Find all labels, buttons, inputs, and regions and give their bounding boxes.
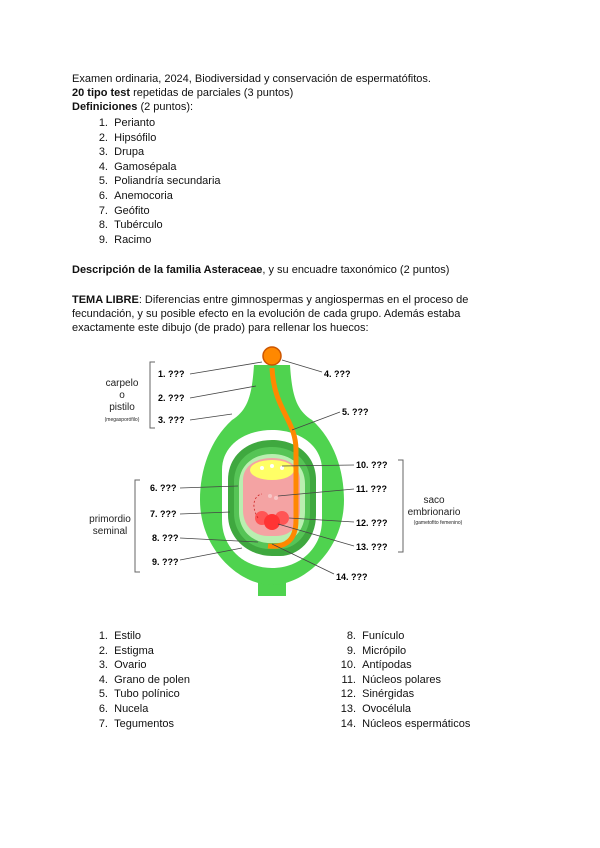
item-number: 8. (98, 219, 108, 232)
list-item (72, 717, 190, 732)
item-text: Funículo (362, 630, 405, 642)
item-text: Nucela (114, 702, 149, 715)
label-14: 14. ??? (336, 572, 368, 582)
gametofito-label: (gametofito femenino) (413, 520, 463, 526)
saco-label: saco (423, 495, 445, 506)
label-13: 13. ??? (356, 542, 388, 552)
item-text: Tegumentos (114, 717, 175, 730)
defs-bold: Definiciones (72, 101, 138, 113)
item-number: 13. (340, 702, 356, 715)
item-text: Grano de polen (114, 673, 190, 686)
list-item (72, 658, 190, 673)
item-number: 6. (98, 702, 108, 715)
item-text: Poliandría secundaria (114, 175, 221, 188)
tema-line-2: fecundación, y su posible efecto en la evolución de cada grupo. Además estaba (72, 308, 461, 320)
item-text: Racimo (114, 233, 152, 246)
polar-nucleus (274, 496, 278, 500)
label-9: 9. ??? (152, 557, 179, 567)
embrionario-label: embrionario (407, 507, 461, 518)
item-number: 4. (98, 673, 108, 686)
test-rest: repetidas de parciales (3 puntos) (130, 87, 294, 99)
item-text: Ovocélula (362, 702, 412, 715)
key-list-left (72, 629, 190, 731)
item-number: 10. (340, 659, 356, 672)
item-text: Antípodas (362, 659, 412, 672)
antipode-nucleus (260, 466, 264, 470)
asteraceae-bold: Descripción de la familia Asteraceae (72, 264, 263, 276)
item-text: Gamosépala (114, 160, 177, 173)
seminal-label: seminal (92, 526, 128, 537)
label-6: 6. ??? (150, 483, 177, 493)
item-text: Estilo (114, 630, 142, 642)
pollen-grain-shape (263, 347, 281, 365)
item-number: 14. (340, 717, 356, 730)
tema-line-3: exactamente este dibujo (de prado) para rellenar los huecos: (72, 322, 369, 334)
bracket-primordio (135, 480, 140, 572)
label-11: 11. ??? (356, 484, 388, 494)
asteraceae-rest: , y su encuadre taxonómico (2 puntos) (262, 264, 450, 276)
label-4: 4. ??? (324, 369, 351, 379)
item-number: 2. (98, 131, 108, 144)
test-bold: 20 tipo test (72, 87, 131, 99)
megasporofilo-label: (megasporófilo) (104, 417, 140, 423)
item-number: 7. (98, 717, 108, 730)
item-number: 4. (98, 160, 108, 173)
egg-cell-shape (264, 514, 280, 530)
list-item (320, 717, 470, 732)
list-item (72, 673, 190, 688)
item-number: 6. (98, 189, 108, 202)
pistilo-label: pistilo (109, 402, 135, 413)
item-number: 5. (98, 688, 108, 701)
leader-line (190, 362, 262, 374)
bracket-carpelo (150, 362, 155, 428)
tema-bold: TEMA LIBRE (72, 294, 139, 306)
item-text: Núcleos polares (362, 673, 441, 686)
label-7: 7. ??? (150, 509, 177, 519)
item-number: 2. (98, 644, 108, 657)
list-item (72, 644, 190, 659)
list-item (320, 702, 470, 717)
antipode-nucleus (280, 466, 284, 470)
item-text: Núcleos espermáticos (362, 717, 471, 730)
item-number: 1. (98, 630, 108, 642)
defs-rest: (2 puntos): (137, 101, 194, 113)
leader-line (190, 386, 256, 398)
label-2: 2. ??? (158, 393, 185, 403)
list-item (72, 702, 190, 717)
item-text: Sinérgidas (362, 688, 415, 701)
item-text: Hipsófilo (114, 131, 157, 144)
label-12: 12. ??? (356, 518, 388, 528)
primordio-label: primordio (89, 514, 131, 525)
item-number: 8. (346, 630, 356, 642)
o-label: o (119, 390, 125, 401)
leader-line (190, 414, 232, 420)
list-item (320, 644, 470, 659)
item-text: Tubérculo (114, 219, 163, 232)
tema-text-1: : Diferencias entre gimnospermas y angiospermas en el proceso de (138, 294, 469, 306)
bracket-saco (398, 460, 403, 552)
item-number: 11. (341, 673, 356, 686)
item-text: Tubo polínico (114, 688, 180, 701)
item-text: Ovario (114, 659, 147, 672)
label-3: 3. ??? (158, 415, 185, 425)
list-item (72, 687, 190, 702)
item-number: 9. (98, 233, 108, 246)
list-item (320, 629, 470, 644)
antipodes-shape (250, 460, 294, 480)
item-text: Micrópilo (362, 644, 407, 657)
label-8: 8. ??? (152, 533, 179, 543)
item-text: Drupa (114, 146, 145, 159)
label-1: 1. ??? (158, 369, 185, 379)
item-text: Perianto (114, 117, 156, 129)
carpelo-label: carpelo (105, 378, 139, 389)
list-item (320, 673, 470, 688)
list-item (320, 658, 470, 673)
label-10: 10. ??? (356, 460, 388, 470)
item-number: 9. (346, 644, 356, 657)
list-item (320, 687, 470, 702)
item-number: 3. (98, 659, 108, 672)
key-list-right (320, 629, 470, 731)
item-text: Estigma (114, 644, 154, 657)
label-5: 5. ??? (342, 407, 369, 417)
antipode-nucleus (270, 464, 274, 468)
item-text: Anemocoria (114, 189, 173, 202)
exam-title: Examen ordinaria, 2024, Biodiversidad y conservación de espermatófitos. (72, 73, 431, 85)
item-text: Geófito (114, 204, 150, 217)
item-number: 5. (98, 175, 108, 188)
item-number: 7. (98, 204, 108, 217)
item-number: 1. (98, 117, 108, 129)
list-item (72, 629, 190, 644)
polar-nucleus (268, 494, 272, 498)
item-number: 12. (340, 688, 356, 701)
item-number: 3. (98, 146, 108, 159)
